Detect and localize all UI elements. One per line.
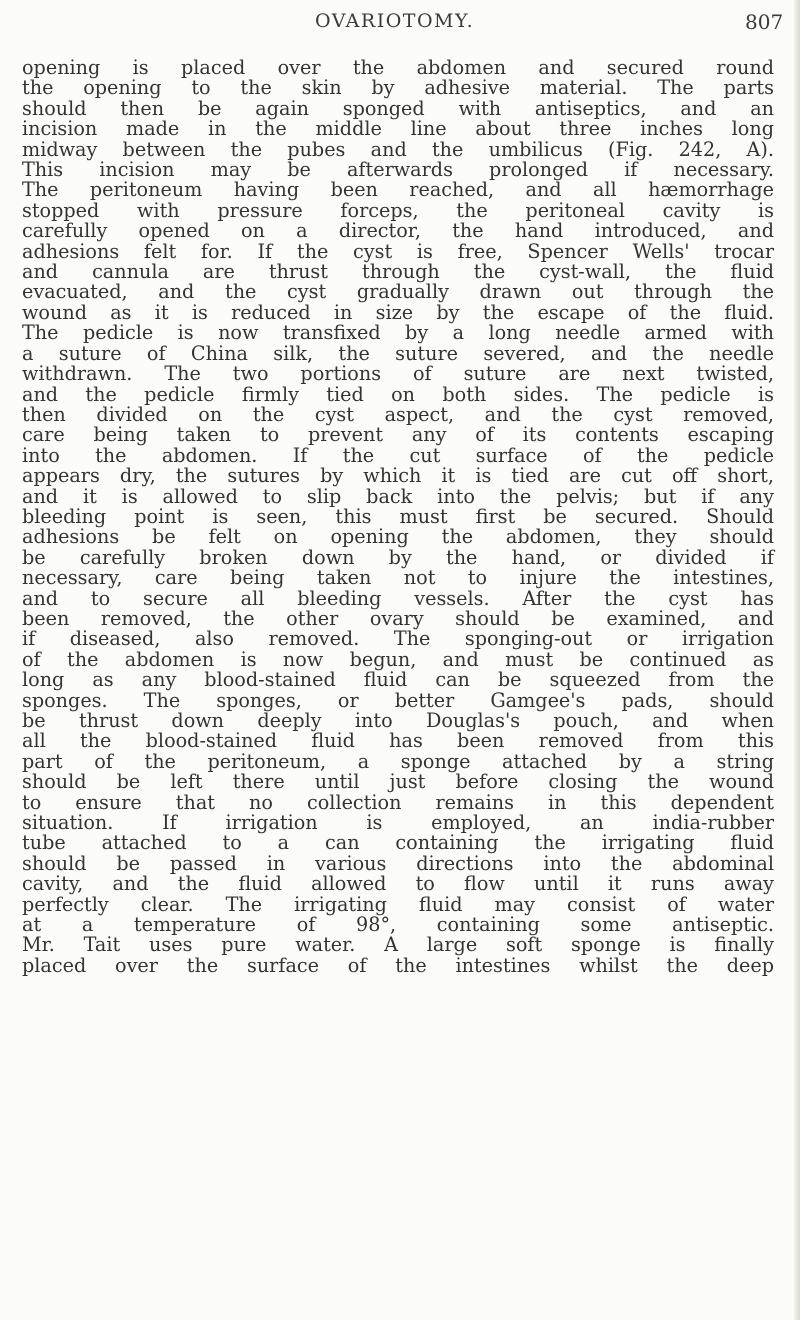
text-line: This incision may be afterwards prolonged if necessary. bbox=[22, 158, 774, 182]
text-line: then divided on the cyst aspect, and the cyst removed, bbox=[22, 402, 774, 426]
text-line: The pedicle is now transfixed by a long needle armed with bbox=[22, 321, 774, 345]
text-line: necessary, care being taken not to injure the intestines, bbox=[22, 566, 774, 590]
text-line: and the pedicle firmly tied on both sides. The pedicle is bbox=[22, 382, 774, 406]
running-head bbox=[0, 10, 800, 40]
text-line: and it is allowed to slip back into the pelvis; but if any bbox=[22, 484, 774, 508]
text-line: tube attached to a can containing the irrigating fluid bbox=[22, 831, 774, 855]
text-line: incision made in the middle line about three inches long bbox=[22, 117, 774, 141]
text-line: cavity, and the fluid allowed to flow until it runs away bbox=[22, 872, 774, 896]
text-line: bleeding point is seen, this must first be secured. Should bbox=[22, 504, 774, 528]
text-line: appears dry, the sutures by which it is tied are cut off short, bbox=[22, 464, 774, 488]
text-line: withdrawn. The two portions of suture are next twisted, bbox=[22, 362, 774, 386]
text-line: adhesions be felt on opening the abdomen, they should bbox=[22, 525, 774, 549]
text-line: the opening to the skin by adhesive material. The parts bbox=[22, 76, 774, 100]
text-line: should be passed in various directions into the abdominal bbox=[22, 851, 774, 875]
text-line: been removed, the other ovary should be examined, and bbox=[22, 606, 774, 630]
text-line: care being taken to prevent any of its contents escaping bbox=[22, 423, 774, 447]
text-line: be carefully broken down by the hand, or divided if bbox=[22, 545, 774, 569]
text-line: sponges. The sponges, or better Gamgee's pads, should bbox=[22, 688, 774, 712]
text-line: be thrust down deeply into Douglas's pouch, and when bbox=[22, 709, 774, 732]
page-number: 807 bbox=[745, 10, 784, 34]
text-line: all the blood-stained fluid has been removed from this bbox=[22, 729, 774, 753]
text-line: to ensure that no collection remains in this dependent bbox=[22, 790, 774, 814]
text-line: placed over the surface of the intestines whilst the deep bbox=[22, 953, 774, 977]
text-line: should be left there until just before closing the wound bbox=[22, 770, 774, 794]
text-line: situation. If irrigation is employed, an india-rubber bbox=[22, 811, 774, 835]
text-line: The peritoneum having been reached, and all hæmorrhage bbox=[22, 178, 774, 202]
text-line: Mr. Tait uses pure water. A large soft sponge is finally bbox=[22, 933, 774, 957]
body-paragraph bbox=[22, 58, 774, 976]
text-line: perfectly clear. The irrigating fluid may consist of water bbox=[22, 892, 774, 916]
text-line: into the abdomen. If the cut surface of the pedicle bbox=[22, 443, 774, 467]
text-line: carefully opened on a director, the hand introduced, and bbox=[22, 219, 774, 243]
text-line: stopped with pressure forceps, the peritoneal cavity is bbox=[22, 198, 774, 222]
text-line: should then be again sponged with antiseptics, and an bbox=[22, 96, 774, 120]
text-line: at a temperature of 98°, containing some antiseptic. bbox=[22, 913, 774, 937]
running-title: OVARIOTOMY. bbox=[315, 10, 475, 32]
text-line: if diseased, also removed. The sponging-out or irrigation bbox=[22, 627, 774, 651]
text-line: part of the peritoneum, a sponge attached by a string bbox=[22, 749, 774, 773]
text-line: a suture of China silk, the suture severed, and the needle bbox=[22, 341, 774, 365]
text-line: wound as it is reduced in size by the escape of the fluid. bbox=[22, 300, 774, 324]
page-edge-shadow bbox=[794, 0, 800, 1320]
text-line: and to secure all bleeding vessels. After the cyst has bbox=[22, 586, 774, 610]
text-line: evacuated, and the cyst gradually drawn out through the bbox=[22, 280, 774, 304]
text-line: of the abdomen is now begun, and must be continued as bbox=[22, 647, 774, 671]
text-line: midway between the pubes and the umbilicus (Fig. 242, A). bbox=[22, 137, 774, 161]
text-line: and cannula are thrust through the cyst-wall, the fluid bbox=[22, 260, 774, 284]
text-line: adhesions felt for. If the cyst is free, Spencer Wells' trocar bbox=[22, 239, 774, 263]
text-line: long as any blood-stained fluid can be squeezed from the bbox=[22, 668, 774, 692]
text-line: opening is placed over the abdomen and secured round bbox=[22, 56, 774, 79]
